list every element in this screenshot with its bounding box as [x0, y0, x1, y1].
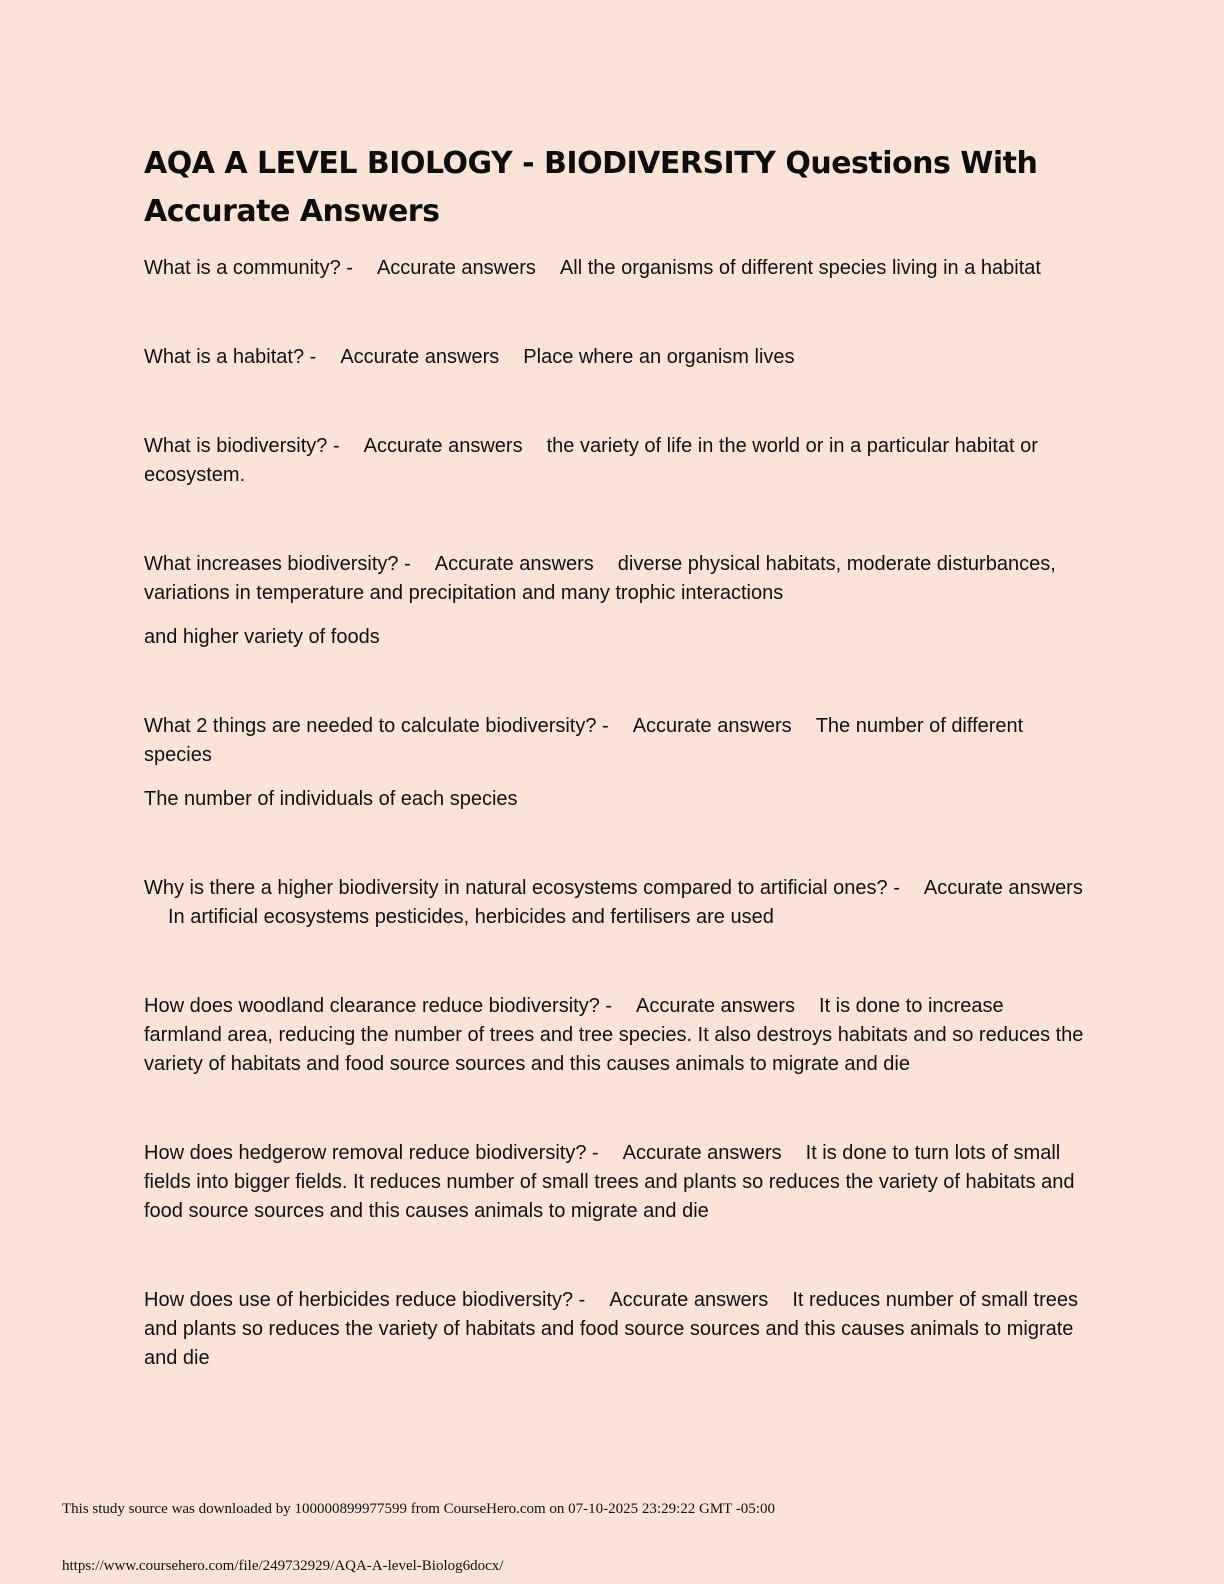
answer-text: It is done to increase farmland area, reducing the number of trees and tree species. It also destroys habitats and so reduces the variety of habitats and food source sources and this causes animals to migrate and die: [144, 995, 1084, 1075]
document-body: [144, 140, 1084, 1433]
question-text: How does hedgerow removal reduce biodiversity? -: [144, 1142, 599, 1164]
qa-line: [144, 874, 1084, 932]
question-text: What 2 things are needed to calculate biodiversity? -: [144, 715, 609, 737]
answer-continuation: and higher variety of foods: [144, 626, 380, 648]
qa-item: [144, 343, 1084, 372]
answer-text: All the organisms of different species living in a habitat: [559, 257, 1041, 279]
answer-text: Place where an organism lives: [523, 346, 795, 368]
qa-line: [144, 254, 1084, 283]
question-text: What increases biodiversity? -: [144, 553, 411, 575]
qa-line: [144, 1139, 1084, 1226]
question-text: What is a habitat? -: [144, 346, 317, 368]
answer-label: Accurate answers: [632, 715, 792, 737]
answer-label: Accurate answers: [636, 995, 796, 1017]
qa-line: [144, 550, 1084, 608]
qa-list: [144, 254, 1084, 1373]
answer-label: Accurate answers: [340, 346, 500, 368]
qa-line: [144, 432, 1084, 490]
download-notice: This study source was downloaded by 100000899977599 from CourseHero.com on 07-10-2025 23:29:22 GMT -05:00: [62, 1501, 775, 1517]
qa-item: [144, 874, 1084, 932]
answer-text: diverse physical habitats, moderate disturbances, variations in temperature and precipitation and many trophic interactions: [144, 553, 1056, 604]
question-text: How does woodland clearance reduce biodiversity? -: [144, 995, 613, 1017]
answer-text: It reduces number of small trees and plants so reduces the variety of habitats and food source sources and this causes animals to migrate and die: [144, 1289, 1078, 1369]
document-title: AQA A LEVEL BIOLOGY - BIODIVERSITY Questions With Accurate Answers: [144, 146, 1038, 229]
answer-text: It is done to turn lots of small fields into bigger fields. It reduces number of small trees and plants so reduces the variety of habitats and food source sources and this causes animals to migrate and die: [144, 1142, 1075, 1222]
qa-line: [144, 712, 1084, 770]
qa-item: [144, 432, 1084, 490]
answer-label: Accurate answers: [376, 257, 536, 279]
answer-text: The number of different species: [144, 715, 1024, 766]
answer-label: Accurate answers: [622, 1142, 782, 1164]
qa-line: [144, 992, 1084, 1079]
answer-label: Accurate answers: [434, 553, 594, 575]
source-url: https://www.coursehero.com/file/249732929/AQA-A-level-Biolog6docx/: [62, 1558, 504, 1574]
question-text: What is a community? -: [144, 257, 353, 279]
qa-item: [144, 992, 1084, 1079]
question-text: How does use of herbicides reduce biodiversity? -: [144, 1289, 586, 1311]
qa-line: [144, 343, 1084, 372]
question-text: What is biodiversity? -: [144, 435, 340, 457]
qa-item: [144, 550, 1084, 652]
qa-item: [144, 254, 1084, 283]
qa-item: [144, 712, 1084, 814]
answer-label: Accurate answers: [363, 435, 523, 457]
question-text: Why is there a higher biodiversity in natural ecosystems compared to artificial ones? -: [144, 877, 900, 899]
answer-continuation: The number of individuals of each species: [144, 788, 518, 810]
answer-label: Accurate answers: [923, 877, 1083, 899]
qa-line: [144, 1286, 1084, 1373]
answer-text: the variety of life in the world or in a particular habitat or ecosystem.: [144, 435, 1038, 486]
qa-item: [144, 1139, 1084, 1226]
answer-text: In artificial ecosystems pesticides, herbicides and fertilisers are used: [168, 906, 774, 928]
qa-item: [144, 1286, 1084, 1373]
answer-label: Accurate answers: [609, 1289, 769, 1311]
